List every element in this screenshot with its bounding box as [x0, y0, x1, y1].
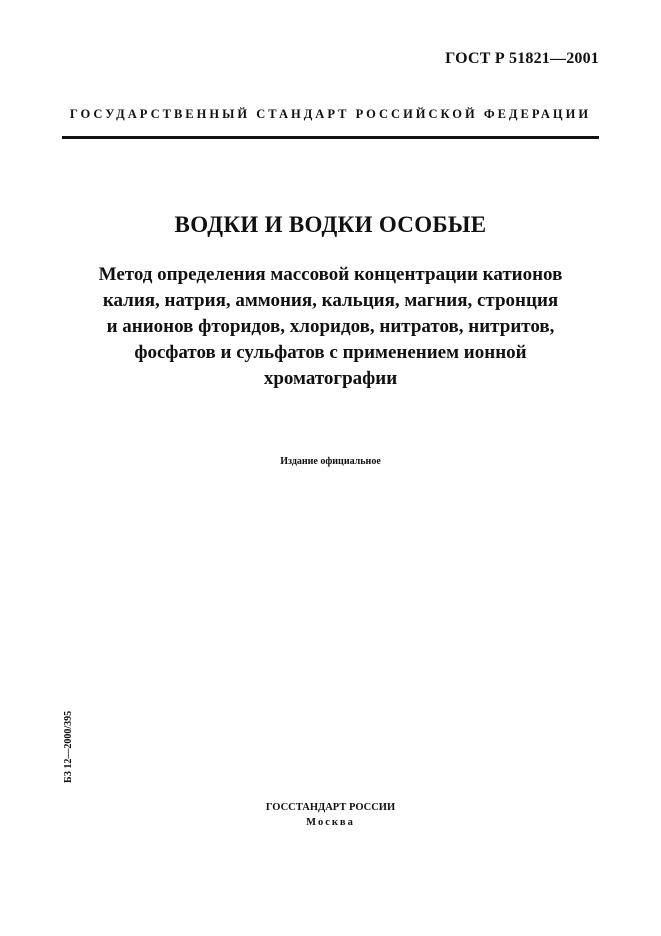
header-divider: [62, 136, 599, 139]
subtitle-line: Метод определения массовой концентрации катионов: [98, 264, 563, 285]
subtitle-line: и анионов фторидов, хлоридов, нитратов, нитритов,: [106, 316, 555, 337]
subtitle-line: калия, натрия, аммония, кальция, магния, стронция: [102, 290, 559, 311]
subtitle-line: хроматографии: [263, 368, 398, 389]
document-title: ВОДКИ И ВОДКИ ОСОБЫЕ: [174, 212, 487, 237]
side-print-code: БЗ 12—2000/395: [63, 710, 74, 783]
organization-header: ГОСУДАРСТВЕННЫЙ СТАНДАРТ РОССИЙСКОЙ ФЕДЕРАЦИИ: [69, 107, 592, 121]
edition-note: Издание официальное: [280, 456, 381, 467]
publisher-name: ГОССТАНДАРТ РОССИИ: [265, 802, 396, 813]
subtitle-line: фосфатов и сульфатов с применением ионной: [134, 342, 527, 363]
document-subtitle: [40, 262, 621, 392]
standard-number: ГОСТ Р 51821—2001: [445, 50, 599, 67]
publication-city: Москва: [306, 817, 355, 828]
